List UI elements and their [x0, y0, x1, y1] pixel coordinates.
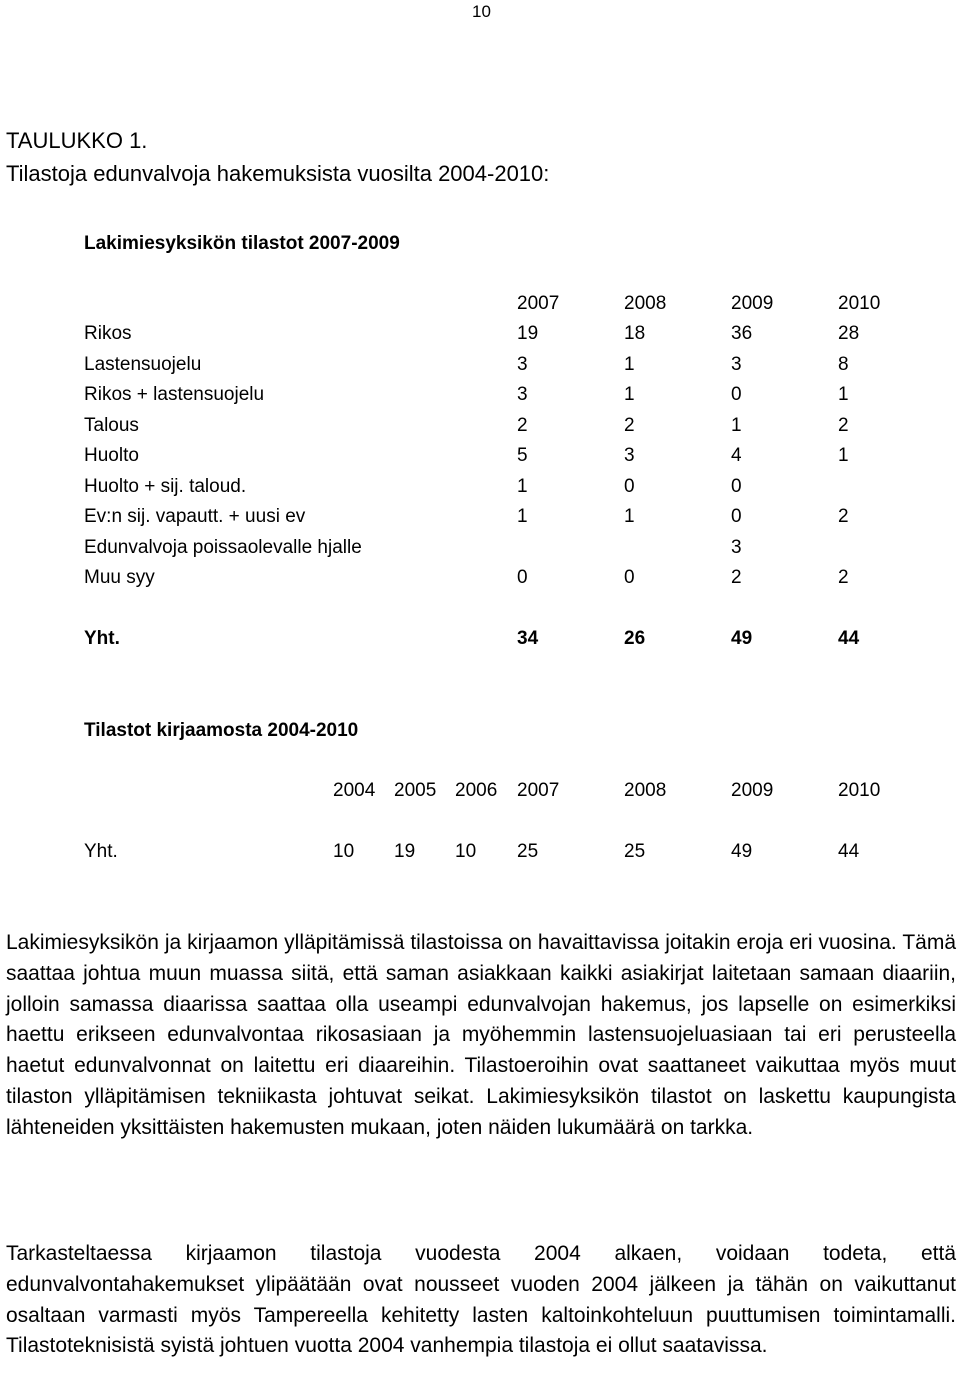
cell: 1 — [838, 445, 849, 466]
cell: 8 — [838, 354, 849, 375]
row-label: Talous — [84, 415, 139, 436]
cell: 3 — [731, 354, 742, 375]
total-cell: 49 — [731, 628, 753, 649]
table-subheading: Tilastoja edunvalvoja hakemuksista vuosilta 2004-2010: — [6, 161, 550, 186]
table2-col-2009: 2009 — [731, 780, 774, 801]
table-heading: TAULUKKO 1. — [6, 128, 148, 153]
table2-title: Tilastot kirjaamosta 2004-2010 — [84, 720, 359, 741]
cell: 1 — [517, 476, 528, 497]
table2-header-row — [0, 780, 960, 810]
cell: 0 — [731, 476, 742, 497]
table-row — [0, 506, 960, 536]
table1-header-row — [0, 293, 960, 323]
total-cell: 49 — [731, 841, 753, 862]
cell: 3 — [517, 354, 528, 375]
total-cell: 44 — [838, 628, 860, 649]
table2-col-2007: 2007 — [517, 780, 560, 801]
cell: 36 — [731, 323, 753, 344]
table1-col-2008: 2008 — [624, 293, 667, 314]
total-cell: 19 — [394, 841, 416, 862]
cell: 2 — [838, 415, 849, 436]
table1-title: Lakimiesyksikön tilastot 2007-2009 — [84, 233, 400, 254]
row-label: Huolto — [84, 445, 139, 466]
row-label: Edunvalvoja poissaolevalle hjalle — [84, 537, 362, 558]
table-row — [0, 537, 960, 567]
cell: 28 — [838, 323, 860, 344]
row-label: Huolto + sij. taloud. — [84, 476, 247, 497]
cell: 1 — [517, 506, 528, 527]
table1-col-2009: 2009 — [731, 293, 774, 314]
cell: 3 — [517, 384, 528, 405]
total-cell: 26 — [624, 628, 646, 649]
table2-col-2004: 2004 — [333, 780, 376, 801]
table2-col-2010: 2010 — [838, 780, 881, 801]
row-label: Rikos + lastensuojelu — [84, 384, 265, 405]
paragraph-1: Lakimiesyksikön ja kirjaamon ylläpitämissä tilastoissa on havaittavissa joitakin eroja eri vuosina. Tämä saattaa johtua muun muassa siitä, että saman asiakkaan kaikki asiakirjat laitetaan samaan diaariin, jolloin samassa diaarissa saattaa olla useampi edunvalvojan hakemus, jos lapselle on esimerkiksi haettu erikseen edunvalvontaa rikosasiaan ja myöhemmin lastensuojeluasiaan tai eri perusteella haetut edunvalvonnat on laitettu eri diaareihin. Tilastoeroihin ovat saattaneet vaikuttaa myös muut tilaston ylläpitämisen tekniikasta johtuvat seikat. Lakimiesyksikön tilastot on laskettu kaupungista lähteneiden yksittäisten hakemusten mukaan, joten näiden lukumäärä on tarkka. — [6, 931, 956, 1139]
table-row — [0, 445, 960, 475]
row-label: Ev:n sij. vapautt. + uusi ev — [84, 506, 306, 527]
row-label: Rikos — [84, 323, 132, 344]
cell: 18 — [624, 323, 646, 344]
total-cell: 25 — [517, 841, 539, 862]
cell: 2 — [838, 506, 849, 527]
table1-col-2010: 2010 — [838, 293, 881, 314]
cell: 2 — [731, 567, 742, 588]
total-label: Yht. — [84, 841, 118, 862]
row-label: Muu syy — [84, 567, 155, 588]
total-label: Yht. — [84, 628, 120, 649]
total-cell: 10 — [455, 841, 477, 862]
page-number: 10 — [472, 2, 491, 21]
total-cell: 34 — [517, 628, 539, 649]
cell: 4 — [731, 445, 742, 466]
table2-col-2005: 2005 — [394, 780, 437, 801]
table-row — [0, 415, 960, 445]
cell: 2 — [517, 415, 528, 436]
cell: 1 — [838, 384, 849, 405]
cell: 0 — [624, 567, 635, 588]
table1-col-2007: 2007 — [517, 293, 560, 314]
table-row — [0, 476, 960, 506]
cell: 3 — [731, 537, 742, 558]
cell: 2 — [838, 567, 849, 588]
cell: 1 — [624, 506, 635, 527]
table1-total-row — [0, 628, 960, 658]
cell: 1 — [624, 384, 635, 405]
table2-col-2006: 2006 — [455, 780, 498, 801]
total-cell: 44 — [838, 841, 860, 862]
cell: 1 — [731, 415, 742, 436]
table-row — [0, 567, 960, 597]
cell: 0 — [731, 506, 742, 527]
cell: 2 — [624, 415, 635, 436]
table2-total-row — [0, 841, 960, 871]
cell: 19 — [517, 323, 539, 344]
row-label: Lastensuojelu — [84, 354, 202, 375]
table-row — [0, 354, 960, 384]
table2-col-2008: 2008 — [624, 780, 667, 801]
table-row — [0, 384, 960, 414]
total-cell: 10 — [333, 841, 355, 862]
total-cell: 25 — [624, 841, 646, 862]
paragraph-2: Tarkasteltaessa kirjaamon tilastoja vuodesta 2004 alkaen, voidaan todeta, että edunvalvontahakemukset ylipäätään ovat nousseet vuoden 2004 jälkeen ja tähän on vaikuttanut osaltaan varmasti myös Tampereella kehitetty lasten kaltoinkohteluun puuttumisen toimintamalli. Tilastoteknisistä syistä johtuen vuotta 2004 vanhempia tilastoja ei ollut saatavissa. — [6, 1242, 956, 1358]
table-row — [0, 323, 960, 353]
cell: 5 — [517, 445, 528, 466]
cell: 3 — [624, 445, 635, 466]
cell: 0 — [624, 476, 635, 497]
cell: 1 — [624, 354, 635, 375]
cell: 0 — [731, 384, 742, 405]
cell: 0 — [517, 567, 528, 588]
